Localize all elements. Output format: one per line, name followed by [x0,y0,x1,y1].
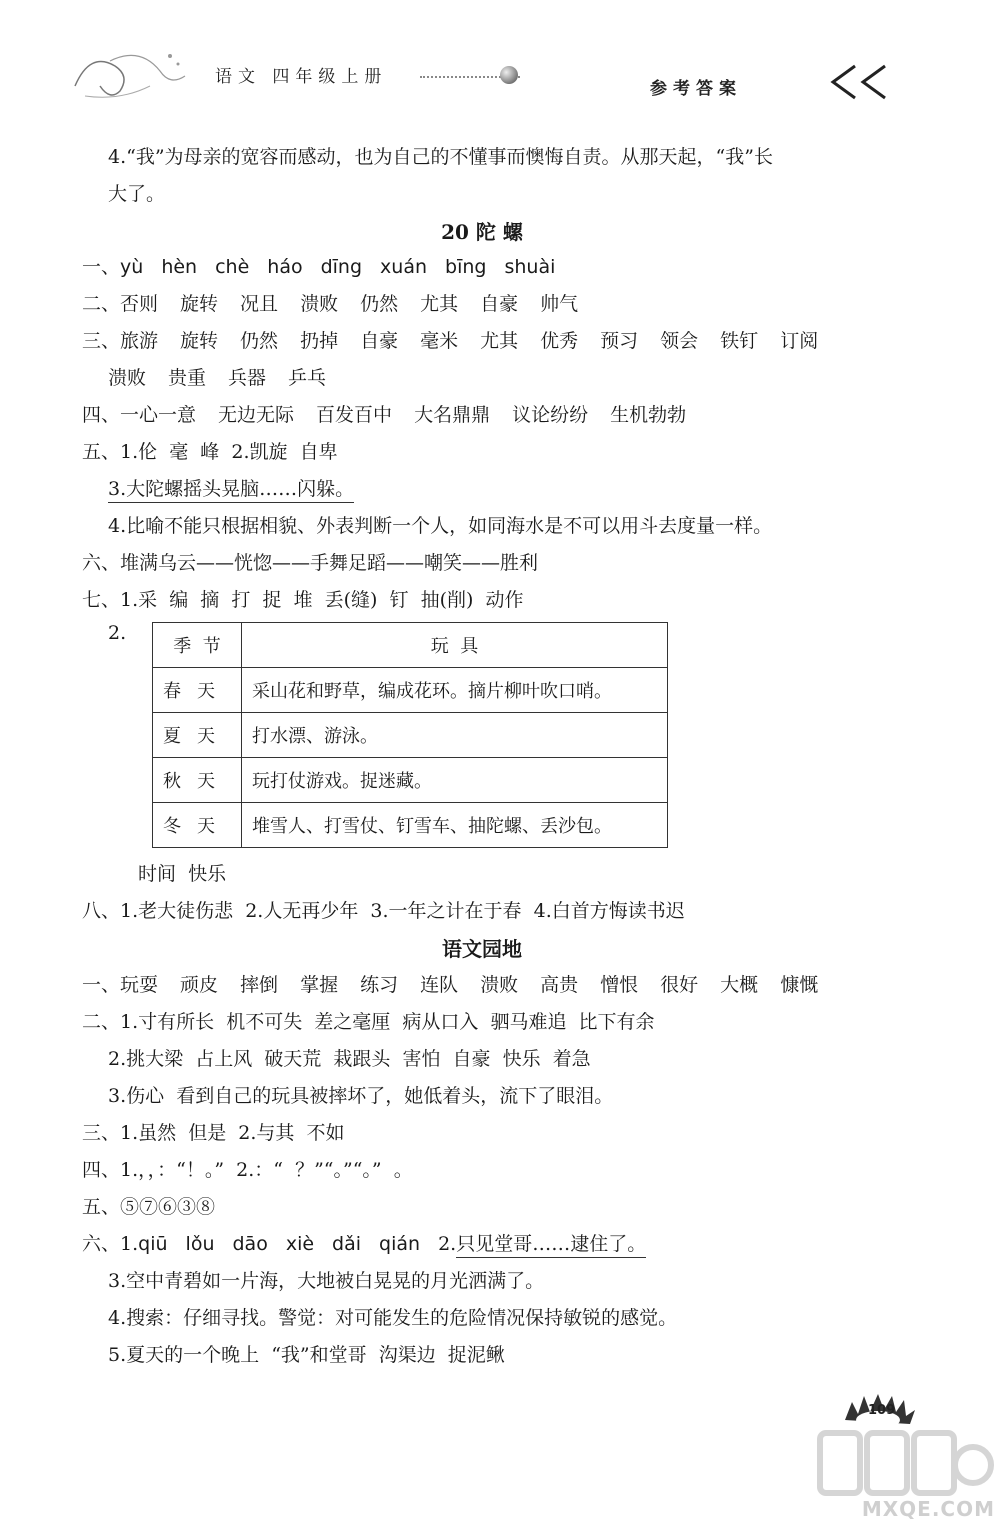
pinyin-item: xiè [285,1233,315,1255]
section-label: 八、 [82,900,121,922]
word-item: 旋转 [180,330,219,352]
page-number: 109 [868,1403,896,1418]
section-2 [82,289,600,316]
item-prefix: 2. [438,1233,457,1255]
page-header [60,40,900,110]
word-item: 大名鼎鼎 [414,404,491,426]
word-item: 一心一意 [120,404,197,426]
section-label: 三、 [82,330,121,352]
lesson-title: 20 陀 螺 [441,220,523,244]
word-item: 憎恨 [600,974,639,996]
word-item: 慷慨 [780,974,819,996]
section-5-line-3: 4.比喻不能只根据相貌、外表判断一个人，如同海水是不可以用斗去度量一样。 [108,515,773,537]
word-item: 况且 [240,293,279,315]
word-item: 自豪 [360,330,399,352]
word-item: 掌握 [300,974,339,996]
word-item: 优秀 [540,330,579,352]
pinyin-item: yù [120,256,144,278]
garden-section-2-line-3: 3.伤心 看到自己的玩具被摔坏了，她低着头，流下了眼泪。 [108,1085,614,1107]
word-item: 预习 [600,330,639,352]
section-3-cont [108,363,348,390]
section-label: 一、 [82,256,121,278]
section-label: 二、 [82,1011,121,1033]
word-item: 高贵 [540,974,579,996]
section-label: 二、 [82,293,121,315]
word-item: 百发百中 [316,404,393,426]
garden-section-2 [82,1007,655,1034]
season-cell: 冬天 [153,803,242,848]
word-item: 溃败 [480,974,519,996]
section-label: 四、 [82,1159,121,1181]
ball-icon [500,66,518,84]
pinyin-item: chè [215,256,250,278]
word-item: 仍然 [360,293,399,315]
garden-section-6-line-3: 3.空中青碧如一片海，大地被白晃晃的月光洒满了。 [108,1270,545,1292]
word-item: 订阅 [780,330,819,352]
word-item: 摔倒 [240,974,279,996]
intro-line-2: 大了。 [108,183,166,205]
word-item: 旋转 [180,293,219,315]
table-row [153,758,668,803]
underlined-answer: 只见堂哥……逮住了。 [456,1233,646,1258]
section-8 [82,896,685,923]
section-label: 四、 [82,404,121,426]
pinyin-item: shuài [504,256,556,278]
season-cell: 秋天 [153,758,242,803]
table-header-row [153,623,668,668]
toys-cell: 堆雪人、打雪仗、钉雪车、抽陀螺、丢沙包。 [242,803,668,848]
pinyin-item: lǒu [185,1233,215,1255]
word-item: 尤其 [480,330,519,352]
intro-line-1: 4.“我”为母亲的宽容而感动，也为自己的不懂事而懊悔自责。从那天起，“我”长 [108,146,773,168]
pinyin-item: bīng [445,256,487,278]
toys-cell: 采山花和野草，编成花环。摘片柳叶吹口哨。 [242,668,668,713]
word-item: 兵器 [228,367,267,389]
word-item: 铁钉 [720,330,759,352]
toys-cell: 打水漂、游泳。 [242,713,668,758]
word-item: 乒乓 [288,367,327,389]
underlined-answer: 3.大陀螺摇头晃脑……闪躲。 [108,478,354,503]
section-label: 三、 [82,1122,121,1144]
section-7 [82,585,524,612]
word-item: 毫米 [420,330,459,352]
section-6 [82,548,538,575]
section-3 [82,326,840,353]
table-row [153,668,668,713]
section-4 [82,400,708,427]
word-item: 仍然 [240,330,279,352]
pinyin-list [138,1233,438,1255]
pinyin-item: dǎi [332,1233,362,1255]
pinyin-item: qián [379,1233,421,1255]
section-label: 五、 [82,441,121,463]
column-header-toys: 玩 具 [242,623,668,668]
garden-section-6 [82,1229,646,1256]
pinyin-list [120,256,573,278]
answer-text: 1.寸有所长 机不可失 差之毫厘 病从口入 驷马难追 比下有余 [120,1011,655,1033]
garden-title: 语文园地 [442,937,522,961]
table-row [153,803,668,848]
word-item: 练习 [360,974,399,996]
word-item: 生机勃勃 [610,404,687,426]
after-table-text: 时间 快乐 [138,863,227,885]
item-prefix: 1. [120,1233,139,1255]
answer-text: 堆满乌云——恍惚——手舞足蹈——嘲笑——胜利 [120,552,539,574]
word-item: 议论纷纷 [512,404,589,426]
answer-text: 1.老大徒伤悲 2.人无再少年 3.一年之计在于春 4.白首方悔读书迟 [120,900,685,922]
word-item: 无边无际 [218,404,295,426]
pinyin-item: dāo [232,1233,268,1255]
pinyin-item: háo [267,256,303,278]
word-item: 扔掉 [300,330,339,352]
item-2-label: 2. [108,622,127,644]
double-chevron-left-icon [825,62,895,102]
column-header-season: 季 节 [153,623,242,668]
garden-section-4 [82,1155,413,1182]
pinyin-item: qiū [138,1233,168,1255]
word-item: 尤其 [420,293,459,315]
seasons-toys-table [152,622,668,848]
garden-section-2-line-2: 2.挑大梁 占上风 破天荒 栽跟头 害怕 自豪 快乐 着急 [108,1048,591,1070]
table-row [153,713,668,758]
word-item: 顽皮 [180,974,219,996]
garden-section-6-line-4: 4.搜索：仔细寻找。警觉：对可能发生的危险情况保持敏锐的感觉。 [108,1307,678,1329]
word-item: 贵重 [168,367,207,389]
sequence-answer: ⑤⑦⑥③⑧ [120,1196,216,1218]
word-item: 连队 [420,974,459,996]
section-label: 六、 [82,1233,121,1255]
pinyin-item: hèn [161,256,198,278]
word-item: 大概 [720,974,759,996]
garden-section-3 [82,1118,345,1145]
pinyin-item: xuán [380,256,428,278]
toys-cell: 玩打仗游戏。捉迷藏。 [242,758,668,803]
section-label: 一、 [82,974,121,996]
section-1 [82,252,573,279]
answer-text: 1.虽然 但是 2.与其 不如 [120,1122,345,1144]
word-item: 自豪 [480,293,519,315]
section-5-line-2 [108,474,354,501]
section-5 [82,437,338,464]
book-title: 语文 四年级上册 [215,67,388,87]
word-item: 很好 [660,974,699,996]
watermark-text: MXQE.COM [861,1497,995,1521]
word-item: 领会 [660,330,699,352]
season-cell: 夏天 [153,713,242,758]
word-item: 玩耍 [120,974,159,996]
section-label: 五、 [82,1196,121,1218]
garden-section-1 [82,970,840,997]
answer-key-label: 参考答案 [650,79,742,99]
season-cell: 春天 [153,668,242,713]
section-label: 七、 [82,589,121,611]
answer-text: 1.采 编 摘 打 捉 堆 丢(缝) 钉 抽(削) 动作 [120,589,524,611]
word-item: 否则 [120,293,159,315]
punctuation-answer: 1.，，：“！。” 2.：“ ？”“。”“。” 。 [120,1159,413,1181]
pinyin-item: dīng [320,256,363,278]
garden-section-5 [82,1192,215,1219]
word-item: 帅气 [540,293,579,315]
word-item: 旅游 [120,330,159,352]
garden-section-6-line-5: 5.夏天的一个晚上 “我”和堂哥 沟渠边 捉泥鳅 [108,1344,505,1366]
word-item: 溃败 [108,367,147,389]
word-item: 溃败 [300,293,339,315]
answer-text: 1.伦 毫 峰 2.凯旋 自卑 [120,441,338,463]
section-label: 六、 [82,552,121,574]
swirl-decoration-icon [70,46,190,106]
